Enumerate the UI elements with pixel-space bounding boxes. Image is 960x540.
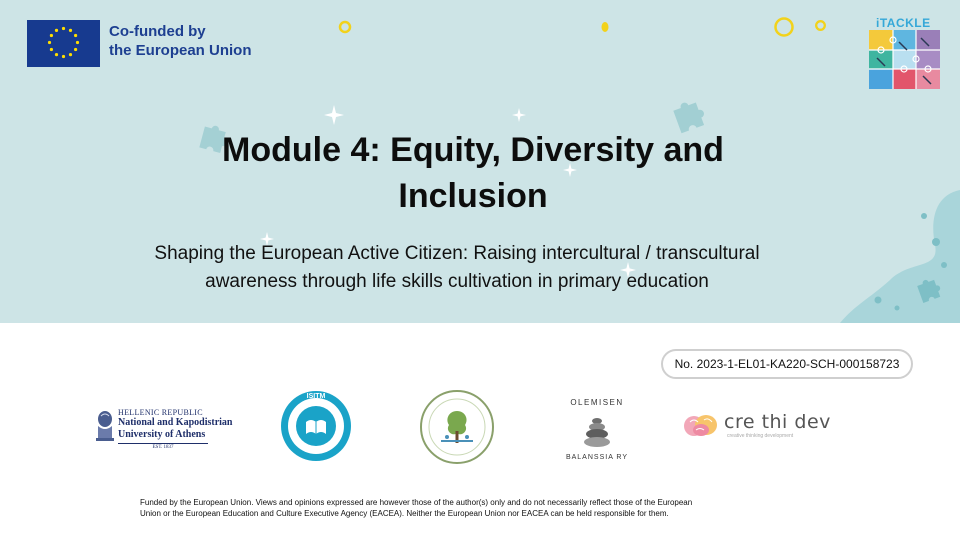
uoa-line4: EST. 1837 — [118, 443, 208, 450]
crethidev-tagline: creative thinking development — [727, 433, 794, 439]
olemisen-balanssia-logo — [558, 389, 636, 465]
uoa-emblem-icon — [94, 408, 116, 442]
disclaimer-line2: Union or the European Education and Culture Executive Agency (EACEA). Neither the European Union nor EACEA can be held responsible for them. — [140, 509, 669, 518]
sparkle-icon — [324, 105, 344, 125]
sparkle-icon — [512, 108, 526, 122]
decorative-ring-icon — [814, 19, 827, 32]
decorative-blob-icon — [840, 190, 960, 323]
eu-label-line1: Co-funded by — [109, 23, 206, 40]
itackle-brand-title: iTACKLE — [876, 16, 931, 30]
title-line1: Module 4: Equity, Diversity and — [222, 131, 724, 169]
subtitle-line1: Shaping the European Active Citizen: Raising intercultural / transcultural — [154, 243, 760, 264]
title-line2: Inclusion — [398, 177, 548, 215]
uoa-line2: National and Kapodistrian — [118, 417, 233, 428]
page-subtitle — [120, 240, 794, 296]
olemisen-top-label: OLEMISEN — [570, 398, 624, 407]
itackle-puzzle-logo-icon — [869, 30, 940, 89]
isitm-logo — [280, 390, 352, 462]
uoa-logo — [118, 408, 232, 450]
eu-flag-icon — [27, 20, 100, 67]
school-partner-logo — [419, 389, 495, 465]
subtitle-line2: awareness through life skills cultivation in primary education — [205, 271, 709, 292]
decorative-ring-icon — [338, 20, 352, 34]
decorative-ring-icon — [773, 16, 795, 38]
eu-cofunded-label — [109, 22, 309, 60]
brain-icon — [682, 412, 718, 440]
olemisen-bottom-label: BALANSSIA RY — [565, 454, 629, 461]
page-title — [150, 127, 796, 219]
uoa-line3: University of Athens — [118, 429, 206, 440]
isitm-acronym: ISITM — [306, 393, 326, 400]
uoa-line1: HELLENIC REPUBLIC — [118, 408, 203, 417]
disclaimer-line1: Funded by the European Union. Views and opinions expressed are however those of the author(s) only and do not necessarily reflect those of the European — [140, 498, 693, 507]
decorative-half-circle-icon — [600, 21, 610, 33]
funding-disclaimer — [140, 497, 800, 519]
project-number-badge: No. 2023-1-EL01-KA220-SCH-000158723 — [661, 349, 913, 379]
eu-label-line2: the European Union — [109, 42, 252, 59]
crethidev-logo-text: cre thi dev — [724, 411, 831, 433]
